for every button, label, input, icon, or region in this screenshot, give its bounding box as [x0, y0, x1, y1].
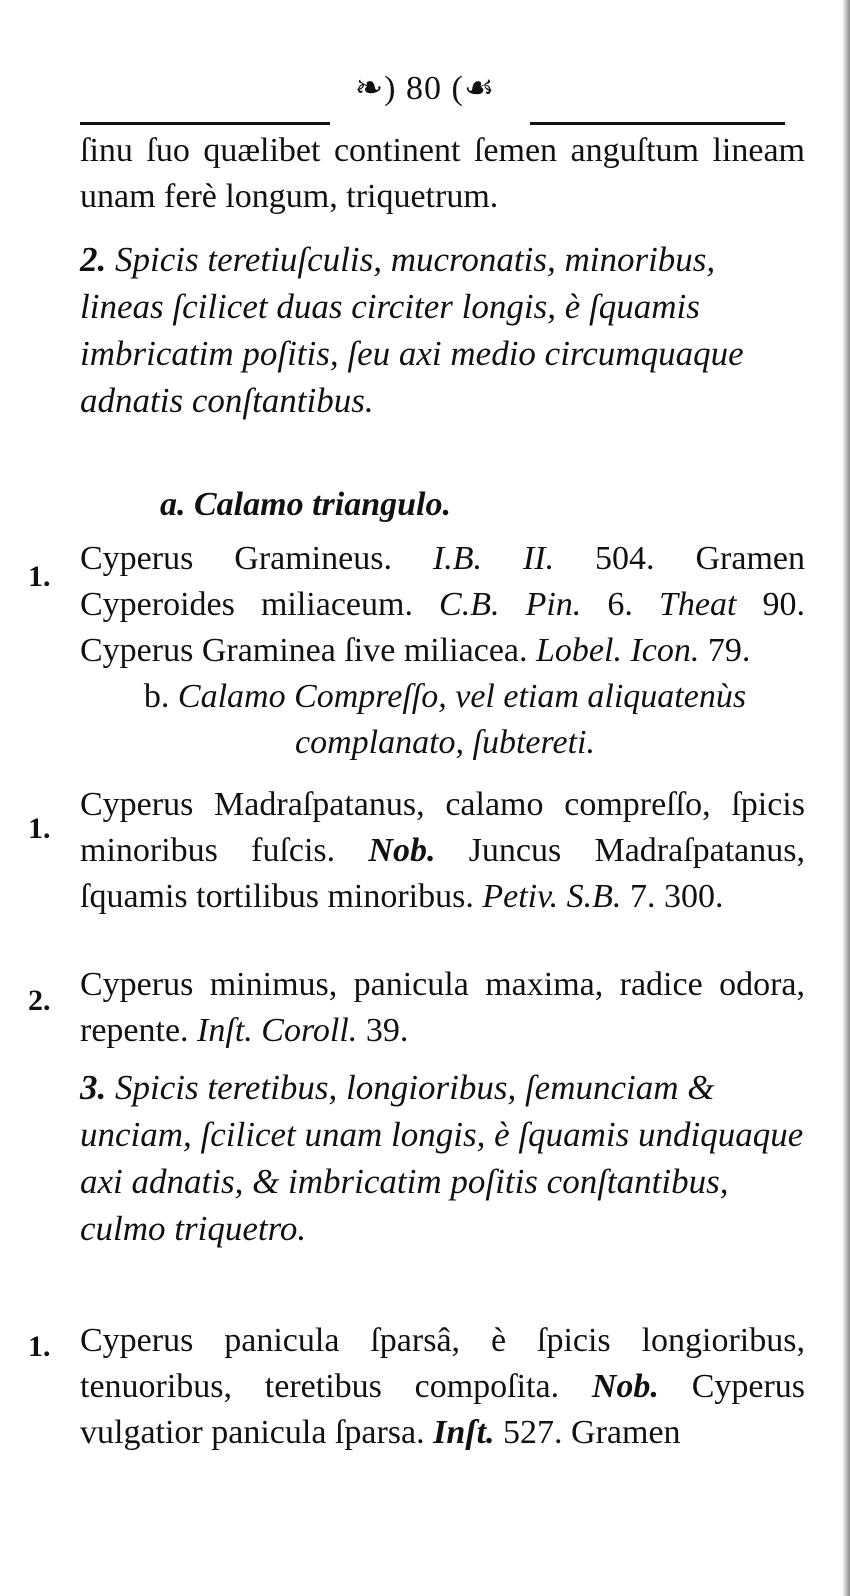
entry-1-ref3: Theat — [658, 586, 737, 623]
entry-2-text3: 7. 300. — [629, 878, 724, 915]
section-3-text: Spicis teretibus, longioribus, ſemunciam & unciam, ſcilicet unam longis, è ſquamis undiquaque axi adnatis, & imbricatim poſitis conſtantibus, culmo triquetro. — [80, 1068, 804, 1248]
section-2-number: 2. — [80, 240, 107, 279]
subsection-b-label: b. — [143, 678, 170, 715]
entry-4-ref1: Nob. — [591, 1368, 659, 1405]
entry-4-ref2: Inſt. — [433, 1414, 495, 1451]
entry-2-number: 1. — [28, 812, 51, 845]
entry-1-number: 1. — [28, 560, 51, 593]
ornament-left: ❧) — [354, 70, 397, 107]
entry-2-ref1: Nob. — [368, 832, 436, 869]
entry-3-number: 2. — [28, 984, 51, 1017]
section-3-heading — [80, 1064, 805, 1252]
entry-3-text: Cyperus minimus, panicula maxima, radice odora, repente. — [80, 966, 805, 1049]
entry-4-text: Cyperus panicula ſparsâ, è ſpicis longioribus, tenuoribus, teretibus compoſita. — [80, 1322, 805, 1405]
section-2-heading — [80, 236, 805, 424]
entry-1 — [80, 536, 805, 674]
entry-2-text: Cyperus Madraſpatanus, calamo compreſſo, ſpicis minoribus fuſcis. — [80, 786, 805, 869]
page-edge-shadow — [842, 0, 850, 1596]
entry-2 — [80, 782, 805, 920]
entry-1-text: Cyperus Gramineus. — [80, 540, 392, 577]
entry-1-ref1: I.B. II. — [432, 540, 555, 577]
ornament-right: (☙ — [451, 70, 496, 107]
entry-3 — [80, 962, 805, 1054]
entry-1-ref2: C.B. Pin. — [439, 586, 582, 623]
entry-4-text2: Cyperus vulgatior panicula ſparsa. — [80, 1368, 806, 1451]
section-3-number: 3. — [80, 1068, 107, 1107]
entry-3-ref: Inſt. Coroll. — [197, 1012, 358, 1049]
entry-4-text3: 527. Gramen — [503, 1414, 681, 1451]
continued-paragraph: ſinu ſuo quælibet continent ſemen anguſtum lineam unam ferè longum, triquetrum. — [80, 132, 805, 215]
subsection-a — [160, 482, 760, 528]
entry-2-ref2: Petiv. S.B. — [482, 878, 622, 915]
page-number: 80 — [406, 70, 442, 107]
subsection-b-text: Calamo Compreſſo, vel etiam aliquatenùs complanato, ſubtereti. — [177, 678, 747, 761]
subsection-a-label: a. — [160, 486, 186, 523]
header-rule-right — [530, 122, 785, 125]
entry-3-text2: 39. — [365, 1012, 409, 1049]
section-2-text: Spicis teretiuſculis, mucronatis, minoribus, lineas ſcilicet duas circiter longis, è ſquamis imbricatim poſitis, ſeu axi medio circumquaque adnatis conſtantibus. — [80, 240, 744, 420]
entry-1-text2: 504. Gramen Cyperoides miliaceum. — [80, 540, 805, 623]
entry-4-number: 1. — [28, 1330, 51, 1363]
header-rule-left — [80, 122, 330, 125]
entry-1-text4: 90. Cyperus Graminea ſive miliacea. — [80, 586, 806, 669]
subsection-b — [110, 674, 780, 766]
entry-2-text2: Juncus Madraſpatanus, ſquamis tortilibus minoribus. — [80, 832, 806, 915]
entry-4 — [80, 1318, 805, 1456]
entry-1-text5: 79. — [707, 632, 751, 669]
entry-1-text3: 6. — [607, 586, 633, 623]
entry-1-ref4: Lobel. Icon. — [536, 632, 700, 669]
page-header — [0, 68, 850, 108]
subsection-a-text: Calamo triangulo. — [194, 486, 451, 523]
